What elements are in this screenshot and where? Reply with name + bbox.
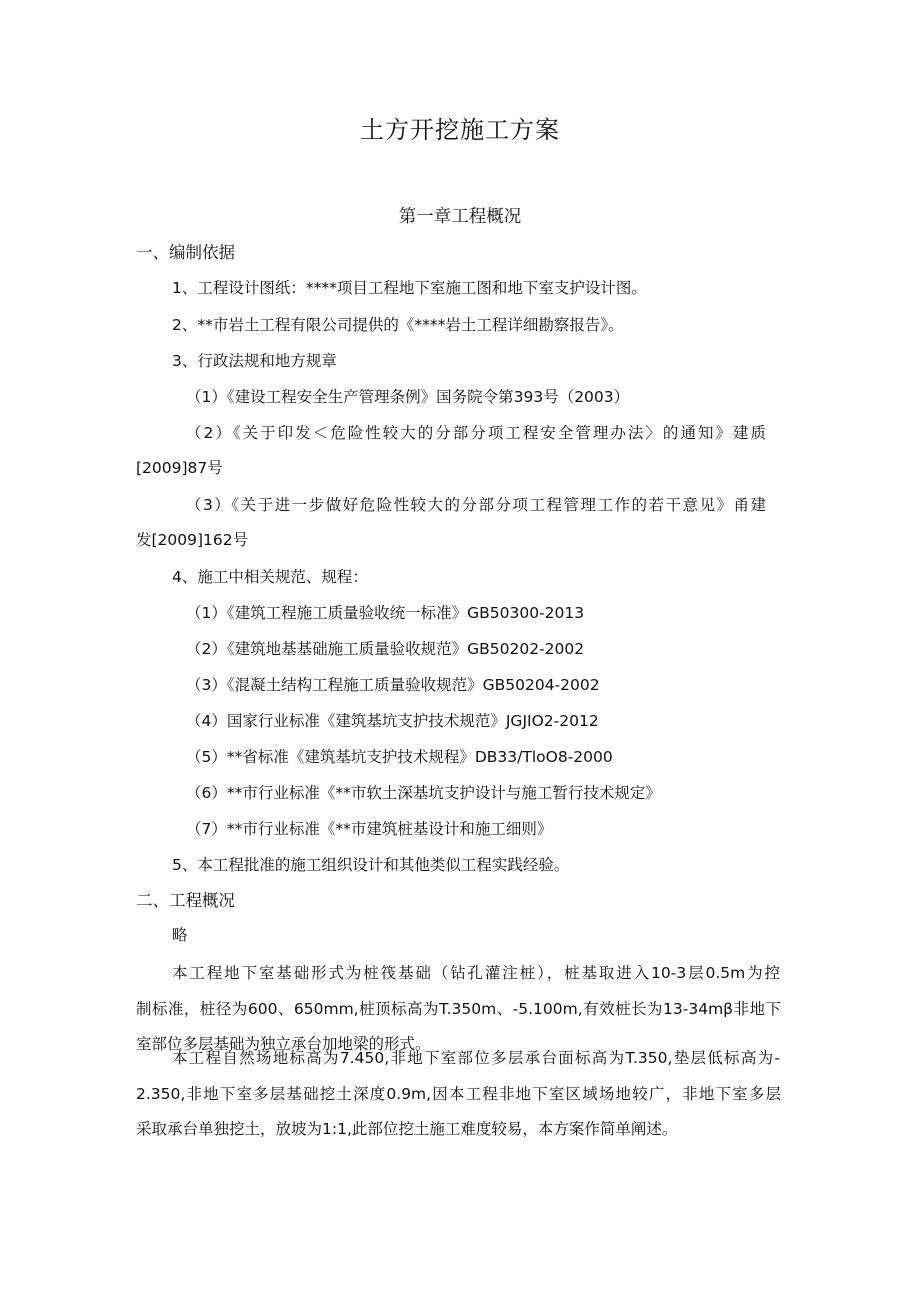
overview-para2-line1: 本工程自然场地标高为7.450,非地下室部位多层承台面标高为T.350,垫层低标高为- bbox=[172, 1049, 780, 1067]
standard-item-1: （1）《建筑工程施工质量验收统一标准》GB50300-2013 bbox=[186, 604, 585, 622]
overview-para2-line3: 采取承台单独挖土，放坡为1:1,此部位挖土施工难度较易，本方案作简单阐述。 bbox=[136, 1120, 678, 1138]
basis-item-1: 1、工程设计图纸：****项目工程地下室施工图和地下室支护设计图。 bbox=[172, 279, 647, 297]
chapter-heading: 第一章工程概况 bbox=[398, 207, 522, 227]
overview-para2-line2: 2.350,非地下室多层基础挖土深度0.9m,因本工程非地下室区域场地较广，非地下室多层 bbox=[136, 1085, 781, 1103]
standard-item-5: （5）**省标准《建筑基坑支护技术规程》DB33∕TloO8-2000 bbox=[186, 748, 613, 766]
standard-item-7: （7）**市行业标准《**市建筑桩基设计和施工细则》 bbox=[186, 820, 553, 838]
regulation-item-2: （2）《关于印发＜危险性较大的分部分项工程安全管理办法〉的通知》建质 bbox=[186, 424, 766, 442]
overview-brief: 略 bbox=[172, 926, 188, 944]
standard-item-6: （6）**市行业标准《**市软土深基坑支护设计与施工暂行技术规定》 bbox=[186, 784, 661, 802]
basis-item-4: 4、施工中相关规范、规程： bbox=[172, 568, 368, 586]
regulation-item-3: （3）《关于进一步做好危险性较大的分部分项工程管理工作的若干意见》甬建 bbox=[186, 496, 766, 514]
overview-para1-line3: 室部位多层基础为独立承台加地梁的形式。 bbox=[136, 1035, 431, 1053]
standard-item-3: （3）《混凝土结构工程施工质量验收规范》GB50204-2002 bbox=[186, 676, 600, 694]
basis-item-2: 2、**市岩土工程有限公司提供的《****岩土工程详细勘察报告》。 bbox=[172, 316, 624, 334]
section-heading-basis: 一、编制依据 bbox=[136, 243, 235, 262]
overview-para1-line2: 制标准，桩径为600、650mm,桩顶标高为T.350m、-5.100m,有效桩长为13-34mβ非地下 bbox=[136, 1000, 781, 1018]
basis-item-3: 3、行政法规和地方规章 bbox=[172, 352, 337, 370]
basis-item-5: 5、本工程批准的施工组织设计和其他类似工程实践经验。 bbox=[172, 856, 570, 874]
overview-para1-line1: 本工程地下室基础形式为桩筏基础（钻孔灌注桩），桩基取进入10-3层0.5m为控 bbox=[172, 964, 780, 982]
standard-item-2: （2）《建筑地基基础施工质量验收规范》GB50202-2002 bbox=[186, 640, 585, 658]
standard-item-4: （4）国家行业标准《建筑基坑支护技术规范》JGJIO2-2012 bbox=[186, 712, 599, 730]
section-heading-overview: 二、工程概况 bbox=[136, 891, 235, 910]
regulation-item-3-cont: 发[2009]162号 bbox=[136, 531, 249, 549]
document-title: 土方开挖施工方案 bbox=[360, 116, 560, 144]
regulation-item-1: （1）《建设工程安全生产管理条例》国务院令第393号（2003） bbox=[186, 388, 630, 406]
regulation-item-2-cont: [2009]87号 bbox=[136, 459, 223, 477]
